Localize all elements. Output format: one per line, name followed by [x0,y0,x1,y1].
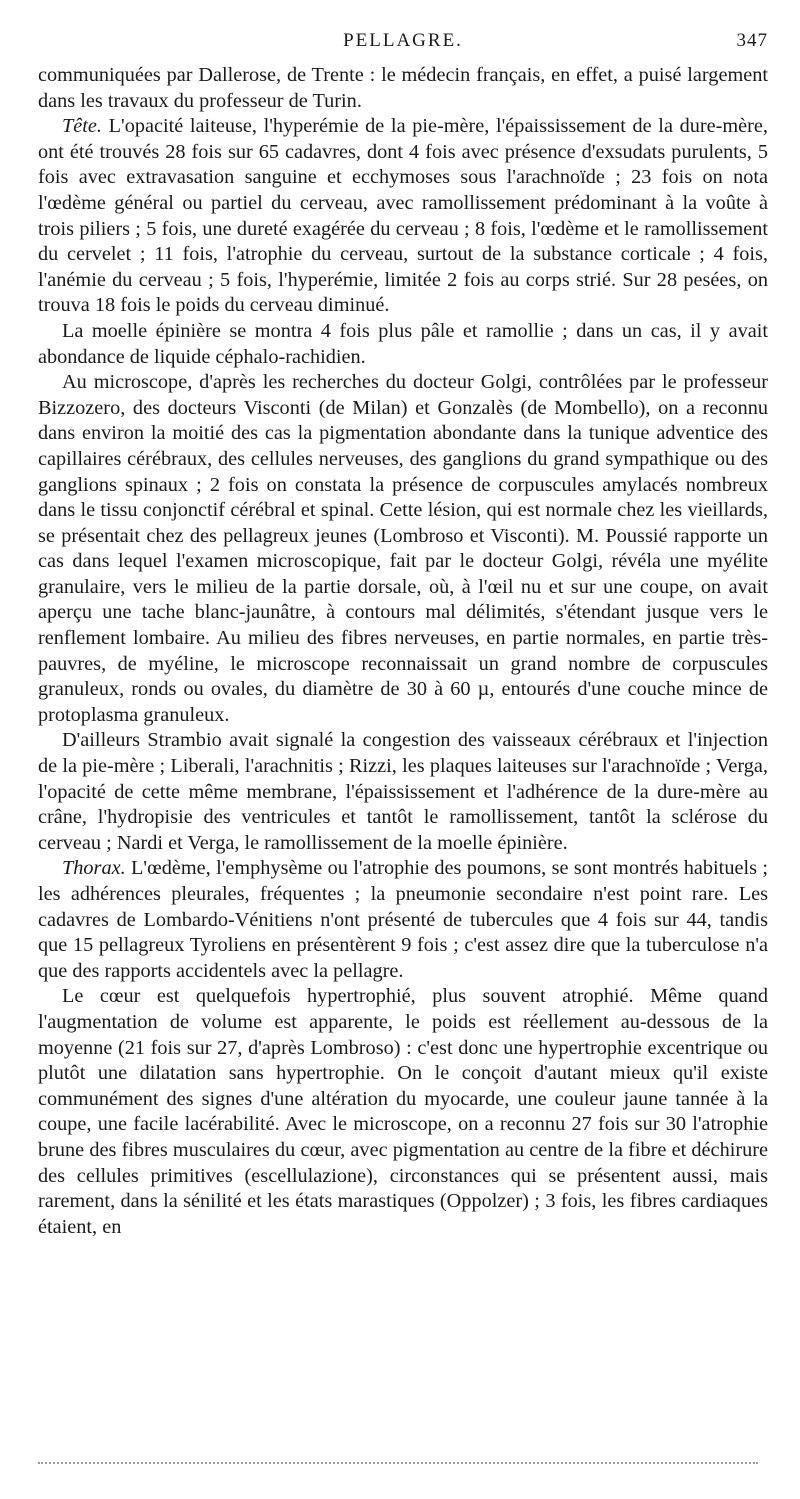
paragraph-text: La moelle épinière se montra 4 fois plus pâle et ramollie ; dans un cas, il y avait abondance de liquide céphalo-rachidien. [38,319,768,368]
paragraph-microscope [38,370,768,728]
paragraph-continuation [38,63,768,114]
running-title: PELLAGRE. [343,30,463,51]
paragraph-text: communiquées par Dallerose, de Trente : le médecin français, en effet, a puisé largement dans les travaux du professeur de Turin. [38,64,768,112]
page-number: 347 [736,30,768,51]
paragraph-tete [38,114,768,319]
paragraph-text: Au microscope, d'après les recherches du docteur Golgi, contrôlées par le professeur Bizzozero, des docteurs Visconti (de Milan) et Gonzalès (de Mombello), on a reconnu dans environ la moitié des cas la pigmentation abondante dans la tunique adventice des capillaires cérébraux, des cellules nerveuses, des ganglions du grand sympathique ou des ganglions spinaux ; 2 fois on constata la présence de corpuscules amylacés nombreux dans le tissu conjonctif cérébral et spinal. Cette lésion, qui est normale chez les vieillards, se présentait chez des pellagreux jeunes (Lombroso et Visconti). M. Poussié rapporte un cas dans lequel l'examen microscopique, fait par le docteur Golgi, révéla une myélite granulaire, vers le milieu de la partie dorsale, où, à l'œil nu et sur une coupe, on avait aperçu une tache blanc-jaunâtre, à contours mal délimités, s'étendant jusque vers le renflement lombaire. Au milieu des fibres nerveuses, en partie normales, en partie très-pauvres, de myéline, le microscope reconnaissait un grand nombre de corpuscules granuleux, ronds ou ovales, du diamètre de 30 à 60 µ, entourés d'une couche mince de protoplasma granuleux. [38,371,768,726]
section-lead-tete: Tête. [62,115,102,138]
paragraph-moelle [38,319,768,370]
paragraph-strambio [38,728,768,856]
section-lead-thorax: Thorax. [62,857,126,880]
paragraph-text: L'opacité laiteuse, l'hyperémie de la pie-mère, l'épaississement de la dure-mère, ont été trouvés 28 fois sur 65 cadavres, dont 4 fois avec présence d'exsudats purulents, 5 fois avec extravasation sanguine et ecchymoses sous l'arachnoïde ; 23 fois on nota l'œdème général ou partiel du cerveau, avec ramollissement prédominant à la voûte à trois piliers ; 5 fois, une dureté exagérée du cerveau ; 8 fois, l'œdème et le ramollissement du cervelet ; 11 fois, l'atrophie du cerveau, surtout de la substance corticale ; 4 fois, l'anémie du cerveau ; 5 fois, l'hyperémie, limitée 2 fois au corps strié. Sur 28 pesées, on trouva 18 fois le poids du cerveau diminué. [38,115,768,317]
footer-dotted-rule [38,1462,758,1464]
paragraph-thorax [38,856,768,984]
paragraph-text: Le cœur est quelquefois hypertrophié, plus souvent atrophié. Même quand l'augmentation de volume est apparente, le poids est réellement au-dessous de la moyenne (21 fois sur 27, d'après Lombroso) : c'est donc une hypertrophie excentrique ou plutôt une dilatation sans hypertrophie. On le conçoit d'autant mieux qu'il existe communément des signes d'une altération du myocarde, une couleur jaune tannée à la coupe, une facile lacérabilité. Avec le microscope, on a reconnu 27 fois sur 30 l'atrophie brune des fibres musculaires du cœur, avec pigmentation au centre de la fibre et déchirure des cellules primitives (escellulazione), circonstances qui se présentent aussi, mais rarement, dans la sénilité et les états marastiques (Oppolzer) ; 3 fois, les fibres cardiaques étaient, en [38,985,768,1238]
paragraph-text: D'ailleurs Strambio avait signalé la congestion des vaisseaux cérébraux et l'injection de la pie-mère ; Liberali, l'arachnitis ; Rizzi, les plaques laiteuses sur l'arachnoïde ; Verga, l'opacité de cette même membrane, l'épaississement et l'adhérence de la dure-mère au crâne, l'hydropisie des ventricules et tantôt le ramollissement, tantôt la sclérose du cerveau ; Nardi et Verga, le ramollissement de la moelle épinière. [38,729,768,854]
body-text [38,63,768,1240]
paragraph-text: L'œdème, l'emphysème ou l'atrophie des poumons, se sont montrés habituels ; les adhérences pleurales, fréquentes ; la pneumonie secondaire n'est point rare. Les cadavres de Lombardo-Vénitiens n'ont présenté de tubercules que 4 fois sur 44, tandis que 15 pellagreux Tyroliens en présentèrent 9 fois ; c'est assez dire que la tuberculose n'a que des rapports accidentels avec la pellagre. [38,857,768,982]
running-head [38,30,768,56]
paragraph-coeur [38,984,768,1240]
